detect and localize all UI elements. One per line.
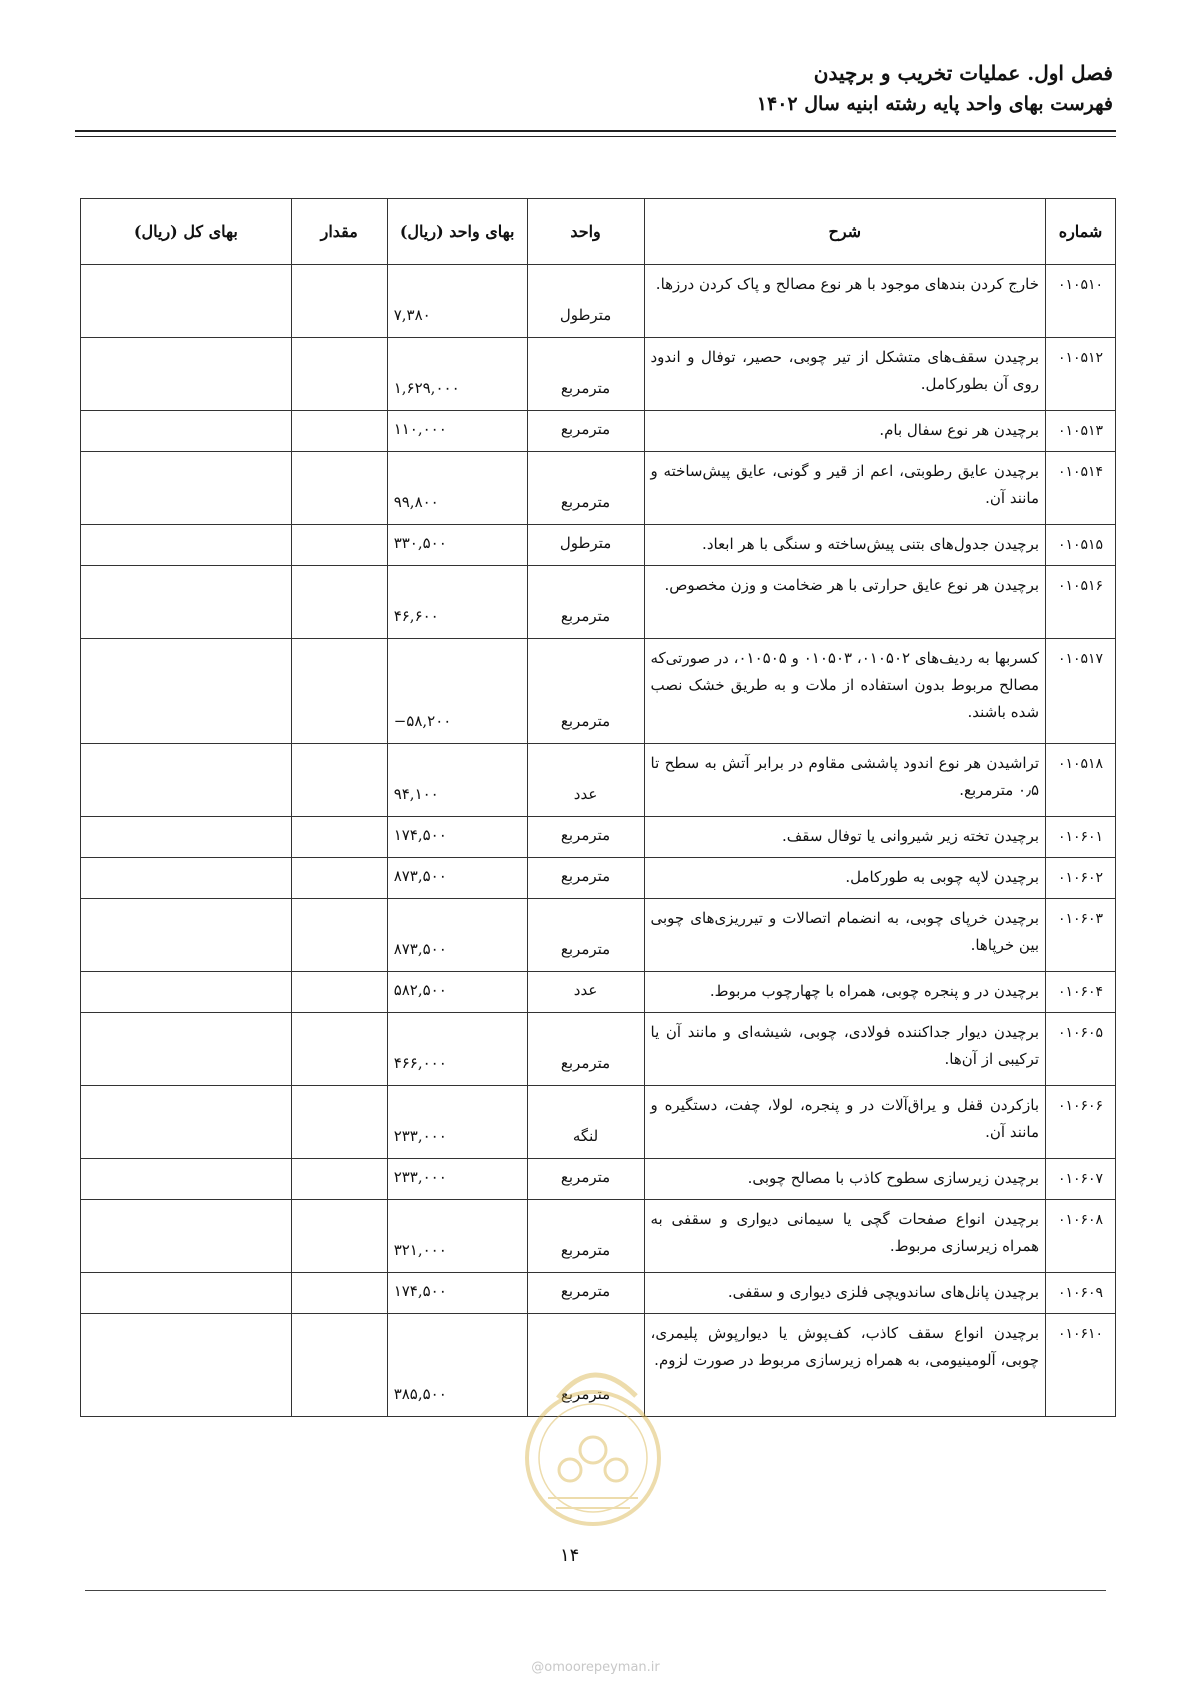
item-code: ۰۱۰۶۰۶ xyxy=(1046,1086,1116,1159)
page-number: ۱۴ xyxy=(560,1545,580,1566)
item-unit: مترمربع xyxy=(527,1013,644,1086)
item-code: ۰۱۰۶۰۸ xyxy=(1046,1200,1116,1273)
column-header-unit: واحد xyxy=(527,199,644,265)
column-header-description: شرح xyxy=(644,199,1046,265)
table-row xyxy=(81,972,1116,1013)
item-unit-price: ۳۳۰,۵۰۰ xyxy=(387,525,527,566)
item-unit-price: ۲۳۳,۰۰۰ xyxy=(387,1086,527,1159)
price-table xyxy=(80,198,1116,1417)
item-description: برچیدن انواع سقف کاذب، کف‌پوش یا دیوارپوش پلیمری، چوبی، آلومینیومی، به همراه زیرسازی مربوط در صورت لزوم. xyxy=(644,1314,1046,1417)
site-watermark-text: @omoorepeyman.ir xyxy=(531,1660,660,1675)
item-quantity xyxy=(291,265,387,338)
table-row xyxy=(81,817,1116,858)
item-quantity xyxy=(291,744,387,817)
item-code: ۰۱۰۶۰۵ xyxy=(1046,1013,1116,1086)
item-code: ۰۱۰۶۰۱ xyxy=(1046,817,1116,858)
item-total-price xyxy=(81,1159,292,1200)
header-rule-thick xyxy=(75,130,1116,132)
item-unit: مترمربع xyxy=(527,338,644,411)
item-code: ۰۱۰۵۱۵ xyxy=(1046,525,1116,566)
table-row xyxy=(81,858,1116,899)
item-code: ۰۱۰۶۱۰ xyxy=(1046,1314,1116,1417)
item-unit-price: ۱۱۰,۰۰۰ xyxy=(387,411,527,452)
item-unit-price: ۱,۶۲۹,۰۰۰ xyxy=(387,338,527,411)
item-unit: عدد xyxy=(527,972,644,1013)
item-total-price xyxy=(81,411,292,452)
item-description: برچیدن دیوار جداکننده فولادی، چوبی، شیشه‌ای و مانند آن یا ترکیبی از آن‌ها. xyxy=(644,1013,1046,1086)
table-row xyxy=(81,639,1116,744)
item-quantity xyxy=(291,566,387,639)
table-row xyxy=(81,566,1116,639)
item-total-price xyxy=(81,525,292,566)
table-row xyxy=(81,525,1116,566)
item-total-price xyxy=(81,1086,292,1159)
item-quantity xyxy=(291,1200,387,1273)
item-unit: مترمربع xyxy=(527,1200,644,1273)
item-unit: مترمربع xyxy=(527,566,644,639)
item-description: برچیدن در و پنجره چوبی، همراه با چهارچوب مربوط. xyxy=(644,972,1046,1013)
item-code: ۰۱۰۵۱۸ xyxy=(1046,744,1116,817)
item-total-price xyxy=(81,972,292,1013)
item-total-price xyxy=(81,899,292,972)
item-quantity xyxy=(291,858,387,899)
header-rule-thin xyxy=(75,136,1116,137)
item-quantity xyxy=(291,1314,387,1417)
item-total-price xyxy=(81,639,292,744)
item-quantity xyxy=(291,411,387,452)
item-description: برچیدن سقف‌های متشکل از تیر چوبی، حصیر، توفال و اندود روی آن بطورکامل. xyxy=(644,338,1046,411)
item-quantity xyxy=(291,972,387,1013)
table-row xyxy=(81,1013,1116,1086)
item-description: برچیدن زیرسازی سطوح کاذب با مصالح چوبی. xyxy=(644,1159,1046,1200)
chapter-title: فصل اول. عملیات تخریب و برچیدن xyxy=(813,61,1113,85)
item-unit: مترمربع xyxy=(527,858,644,899)
item-unit: مترمربع xyxy=(527,639,644,744)
item-unit-price: ۳۸۵,۵۰۰ xyxy=(387,1314,527,1417)
item-code: ۰۱۰۶۰۴ xyxy=(1046,972,1116,1013)
item-quantity xyxy=(291,1013,387,1086)
item-description: برچیدن هر نوع سفال بام. xyxy=(644,411,1046,452)
item-unit: مترمربع xyxy=(527,899,644,972)
item-description: برچیدن لاپه چوبی به طورکامل. xyxy=(644,858,1046,899)
item-description: تراشیدن هر نوع اندود پاششی مقاوم در برابر آتش به سطح تا ۰٫۵ مترمربع. xyxy=(644,744,1046,817)
item-unit: عدد xyxy=(527,744,644,817)
item-total-price xyxy=(81,338,292,411)
item-total-price xyxy=(81,265,292,338)
item-code: ۰۱۰۵۱۲ xyxy=(1046,338,1116,411)
item-unit-price: ۱۷۴,۵۰۰ xyxy=(387,817,527,858)
item-quantity xyxy=(291,452,387,525)
table-row xyxy=(81,452,1116,525)
item-quantity xyxy=(291,899,387,972)
item-unit-price: ۱۷۴,۵۰۰ xyxy=(387,1273,527,1314)
table-header-row xyxy=(81,199,1116,265)
item-unit: مترطول xyxy=(527,525,644,566)
item-total-price xyxy=(81,1200,292,1273)
table-row xyxy=(81,744,1116,817)
item-unit: مترمربع xyxy=(527,1159,644,1200)
table-body xyxy=(81,265,1116,1417)
item-unit-price: ۴۶۶,۰۰۰ xyxy=(387,1013,527,1086)
item-unit-price: ۷,۳۸۰ xyxy=(387,265,527,338)
item-description: برچیدن تخته زیر شیروانی یا توفال سقف. xyxy=(644,817,1046,858)
item-quantity xyxy=(291,639,387,744)
item-unit-price: ۸۷۳,۵۰۰ xyxy=(387,899,527,972)
item-description: برچیدن خرپای چوبی، به انضمام اتصالات و تیرریزی‌های چوبی بین خرپاها. xyxy=(644,899,1046,972)
item-quantity xyxy=(291,1273,387,1314)
footer-rule xyxy=(85,1590,1106,1591)
item-code: ۰۱۰۶۰۹ xyxy=(1046,1273,1116,1314)
item-unit-price: ۴۶,۶۰۰ xyxy=(387,566,527,639)
item-total-price xyxy=(81,744,292,817)
item-unit-price: ۹۴,۱۰۰ xyxy=(387,744,527,817)
item-description: خارج کردن بندهای موجود با هر نوع مصالح و پاک کردن درزها. xyxy=(644,265,1046,338)
item-unit-price: ۵۸۲,۵۰۰ xyxy=(387,972,527,1013)
item-code: ۰۱۰۵۱۶ xyxy=(1046,566,1116,639)
item-description: بازکردن قفل و یراق‌آلات در و پنجره، لولا، چفت، دستگیره و مانند آن. xyxy=(644,1086,1046,1159)
column-header-total-price: بهای کل (ریال) xyxy=(81,199,292,265)
item-unit-price: ۲۳۳,۰۰۰ xyxy=(387,1159,527,1200)
item-unit: مترمربع xyxy=(527,817,644,858)
table-row xyxy=(81,411,1116,452)
table-row xyxy=(81,1200,1116,1273)
item-code: ۰۱۰۵۱۴ xyxy=(1046,452,1116,525)
column-header-code: شماره xyxy=(1046,199,1116,265)
item-description: برچیدن جدول‌های بتنی پیش‌ساخته و سنگی با هر ابعاد. xyxy=(644,525,1046,566)
column-header-unit-price: بهای واحد (ریال) xyxy=(387,199,527,265)
item-code: ۰۱۰۵۱۳ xyxy=(1046,411,1116,452)
item-total-price xyxy=(81,566,292,639)
item-total-price xyxy=(81,858,292,899)
item-code: ۰۱۰۵۱۷ xyxy=(1046,639,1116,744)
column-header-quantity: مقدار xyxy=(291,199,387,265)
item-unit: مترطول xyxy=(527,265,644,338)
item-unit: مترمربع xyxy=(527,411,644,452)
item-quantity xyxy=(291,525,387,566)
item-total-price xyxy=(81,452,292,525)
item-unit-price: ۸۷۳,۵۰۰ xyxy=(387,858,527,899)
item-total-price xyxy=(81,1273,292,1314)
table-row xyxy=(81,1159,1116,1200)
page-header xyxy=(757,58,1113,120)
table-row xyxy=(81,265,1116,338)
item-quantity xyxy=(291,817,387,858)
table-row xyxy=(81,1086,1116,1159)
item-description: برچیدن انواع صفحات گچی یا سیمانی دیواری و سقفی به همراه زیرسازی مربوط. xyxy=(644,1200,1046,1273)
item-unit: مترمربع xyxy=(527,1314,644,1417)
item-total-price xyxy=(81,817,292,858)
item-quantity xyxy=(291,1159,387,1200)
item-unit: مترمربع xyxy=(527,1273,644,1314)
table-row xyxy=(81,338,1116,411)
item-unit: مترمربع xyxy=(527,452,644,525)
item-quantity xyxy=(291,1086,387,1159)
document-title: فهرست بهای واحد پایه رشته ابنیه سال ۱۴۰۲ xyxy=(756,93,1113,115)
item-code: ۰۱۰۶۰۷ xyxy=(1046,1159,1116,1200)
item-code: ۰۱۰۵۱۰ xyxy=(1046,265,1116,338)
item-code: ۰۱۰۶۰۲ xyxy=(1046,858,1116,899)
item-total-price xyxy=(81,1013,292,1086)
table-row xyxy=(81,1314,1116,1417)
item-quantity xyxy=(291,338,387,411)
item-unit-price: −۵۸,۲۰۰ xyxy=(387,639,527,744)
item-description: برچیدن عایق رطوبتی، اعم از قیر و گونی، عایق پیش‌ساخته و مانند آن. xyxy=(644,452,1046,525)
item-description: کسربها به ردیف‌های ۰۱۰۵۰۲، ۰۱۰۵۰۳ و ۰۱۰۵۰۵، در صورتی‌که مصالح مربوط بدون استفاده از ملات و به طریق خشک نصب شده باشند. xyxy=(644,639,1046,744)
item-total-price xyxy=(81,1314,292,1417)
table-row xyxy=(81,1273,1116,1314)
item-unit: لنگه xyxy=(527,1086,644,1159)
item-code: ۰۱۰۶۰۳ xyxy=(1046,899,1116,972)
item-unit-price: ۹۹,۸۰۰ xyxy=(387,452,527,525)
item-unit-price: ۳۲۱,۰۰۰ xyxy=(387,1200,527,1273)
item-description: برچیدن هر نوع عایق حرارتی با هر ضخامت و وزن مخصوص. xyxy=(644,566,1046,639)
table-row xyxy=(81,899,1116,972)
item-description: برچیدن پانل‌های ساندویچی فلزی دیواری و سقفی. xyxy=(644,1273,1046,1314)
